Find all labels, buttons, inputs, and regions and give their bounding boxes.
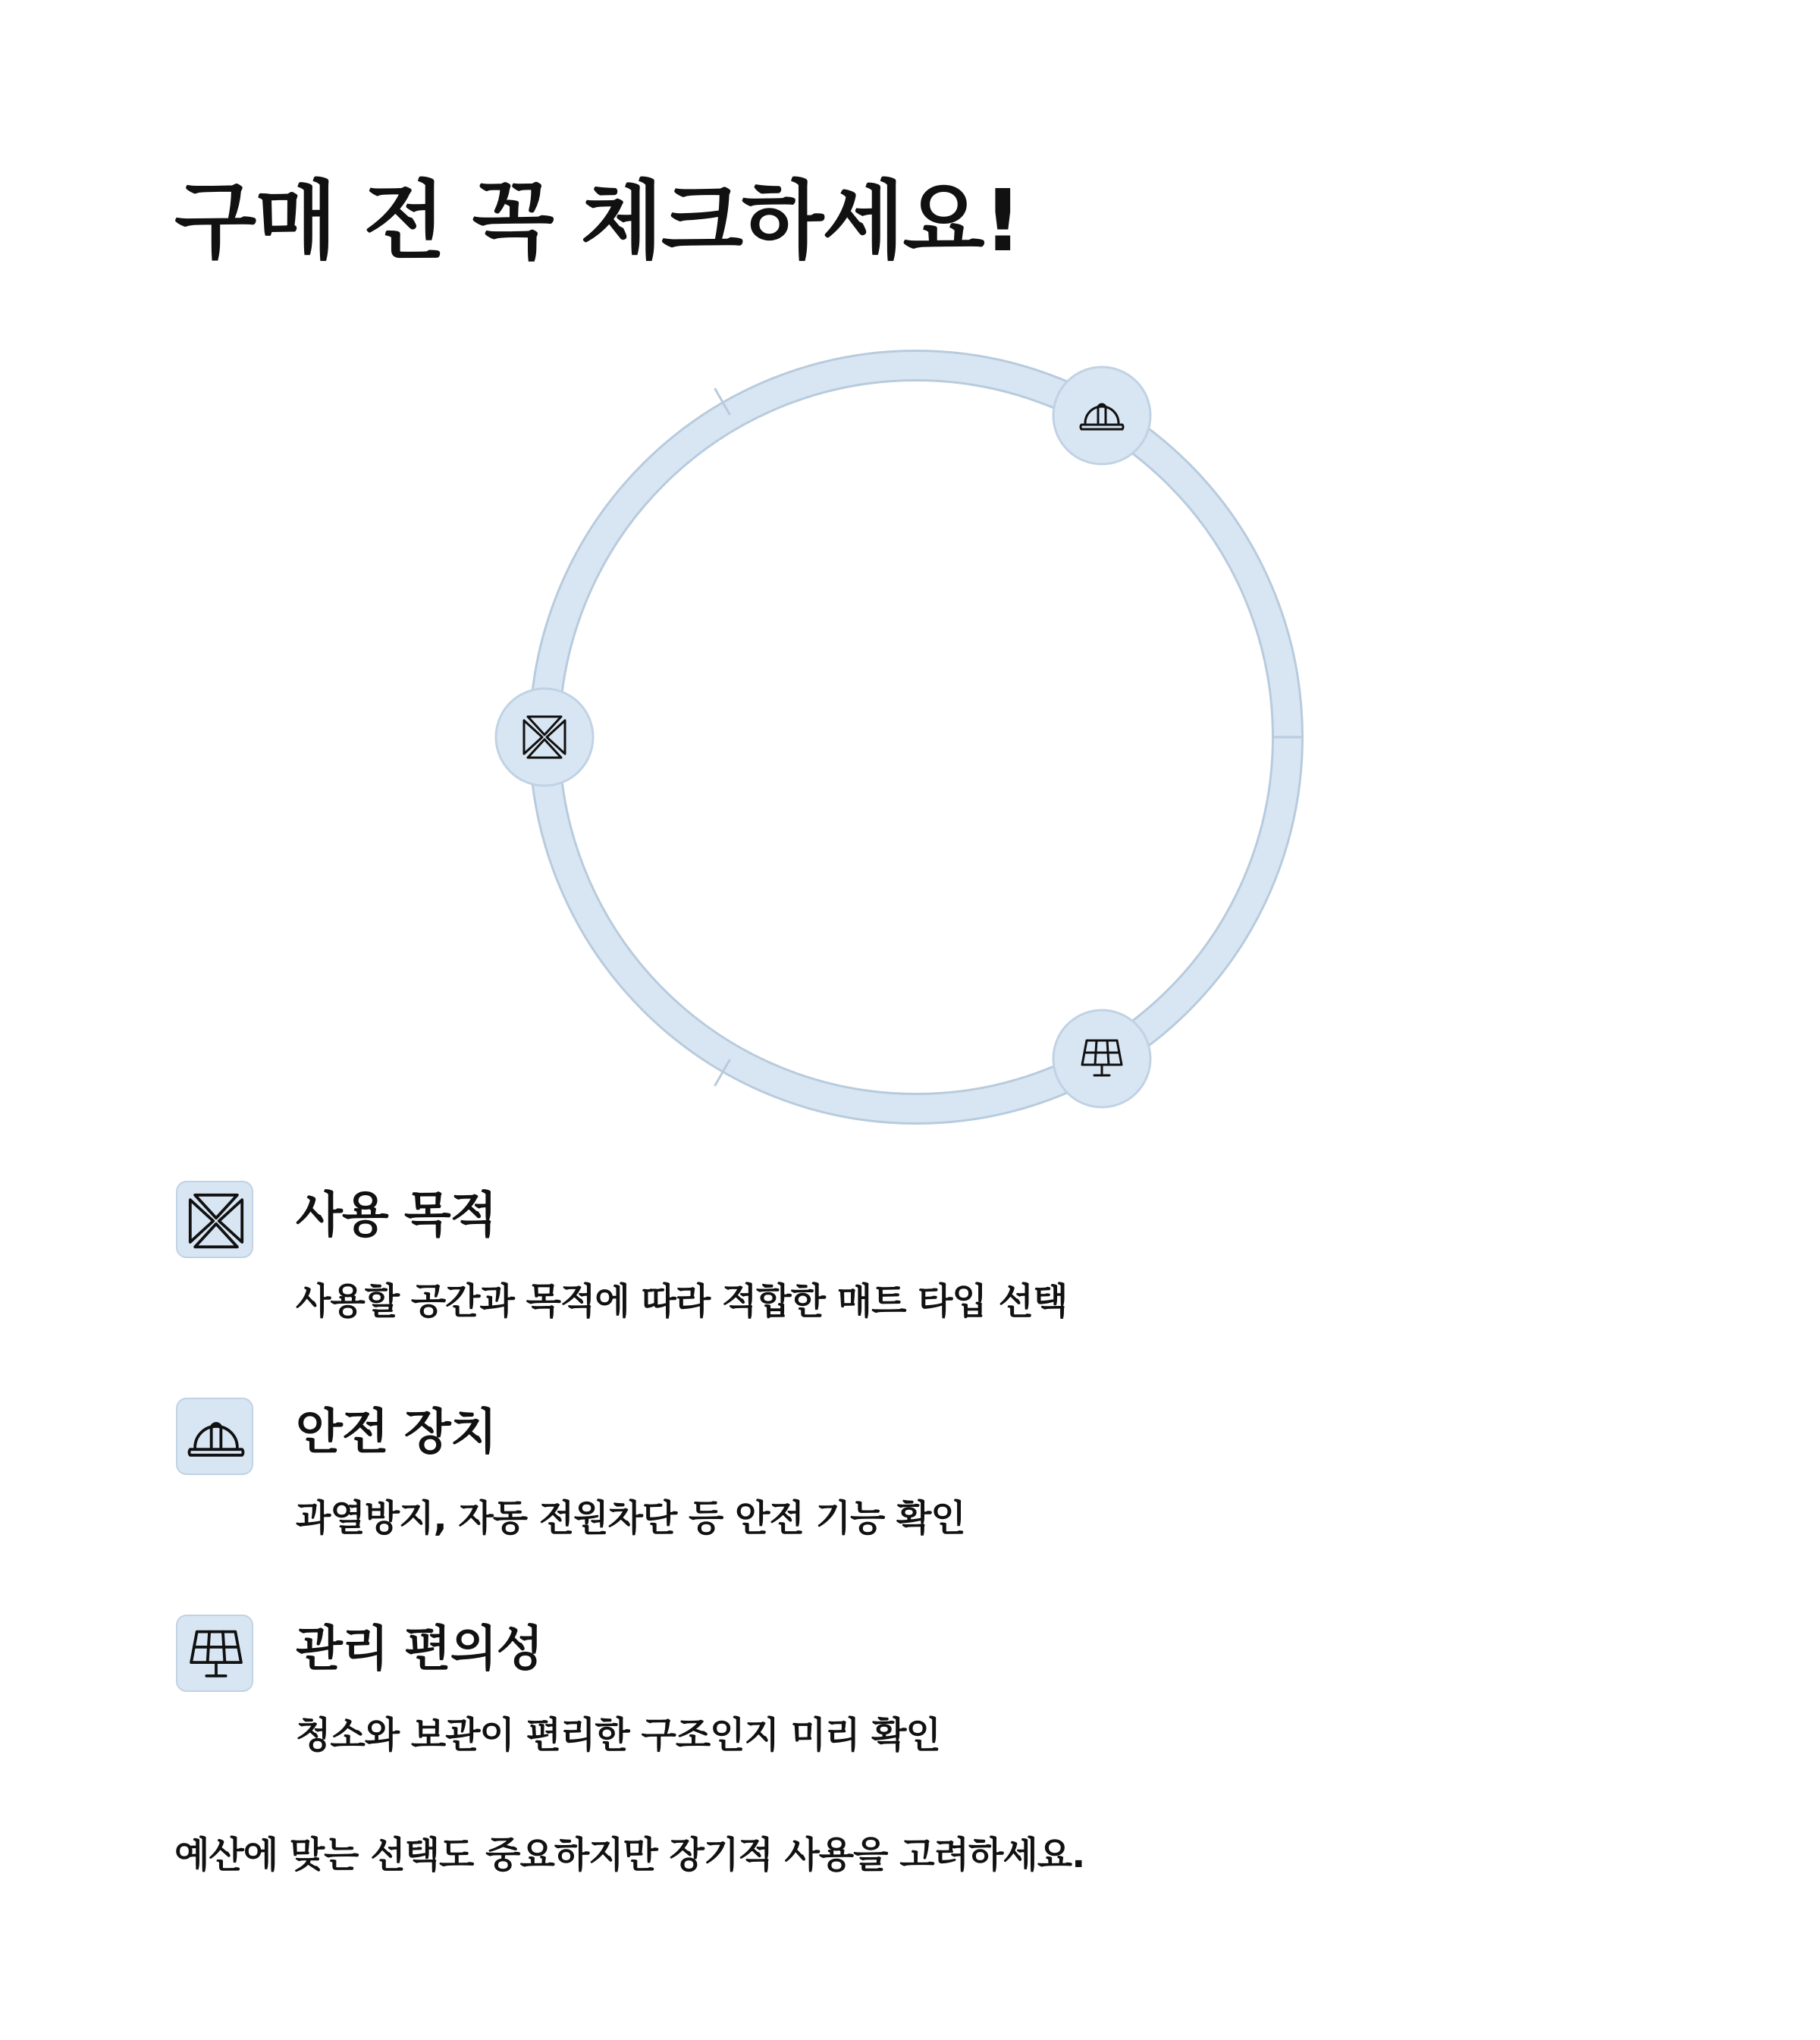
- arrows-inward-icon: [187, 1192, 245, 1250]
- footer-note: 예산에 맞는 선택도 중요하지만 장기적 사용을 고려하세요.: [174, 1834, 1085, 1876]
- maintenance-title: 관리 편의성: [296, 1621, 543, 1678]
- safety-item-icon: [176, 1398, 253, 1475]
- hard-hat-icon: [187, 1409, 245, 1467]
- ring-node-safety: [1053, 367, 1150, 464]
- safety-title: 안전 장치: [296, 1404, 497, 1461]
- purpose-item-icon: [176, 1181, 253, 1258]
- purpose-title: 사용 목적: [296, 1188, 497, 1244]
- ring-node-purpose: [496, 689, 593, 786]
- ring-node-maintenance: [1053, 1010, 1150, 1107]
- maintenance-item-icon: [176, 1615, 253, 1692]
- maintenance-description: 청소와 보관이 편리한 구조인지 미리 확인: [296, 1714, 940, 1756]
- solar-panel-icon: [187, 1626, 245, 1684]
- page-title: 구매 전 꼭 체크하세요!: [174, 172, 1021, 271]
- safety-description: 과열방지, 자동 전원차단 등 안전 기능 확인: [296, 1497, 965, 1539]
- purpose-description: 사용할 공간과 목적에 따라 적합한 매트 타입 선택: [296, 1280, 1068, 1323]
